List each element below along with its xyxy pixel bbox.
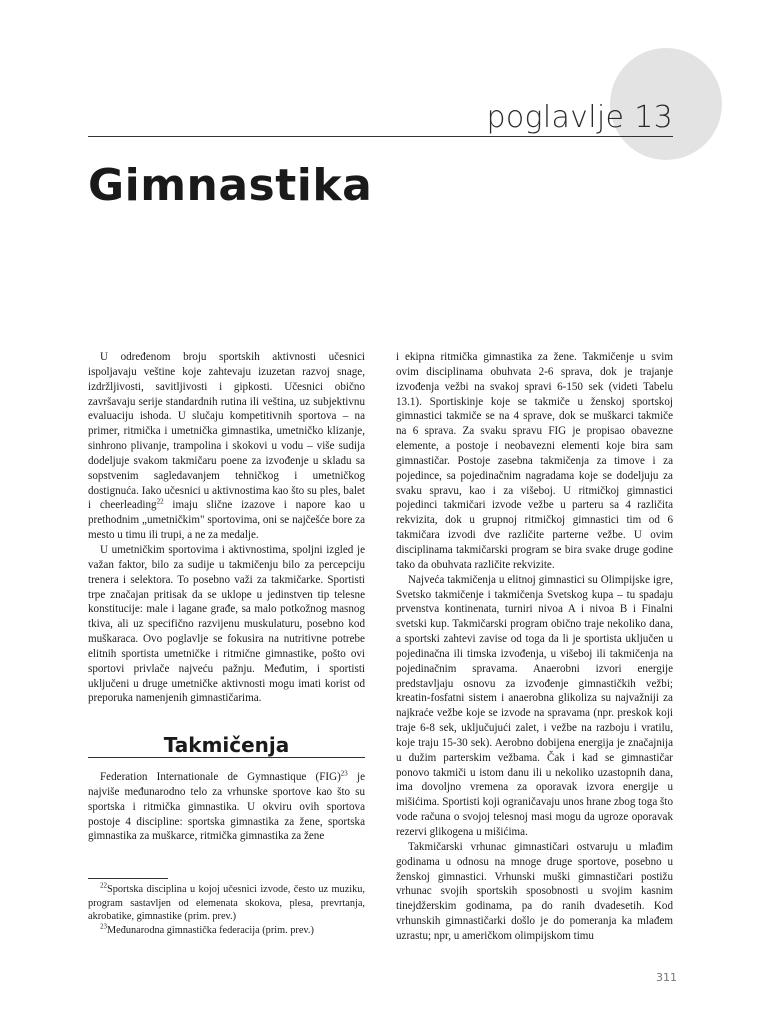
- right-column: [396, 350, 673, 944]
- chapter-title: Gimnastika: [88, 160, 373, 211]
- footnote-rule: [88, 878, 168, 879]
- chapter-word: poglavlje: [486, 100, 625, 135]
- footnote-22: $^{22}$Sportska disciplina u kojoj učesnici izvode, često uz muziku, program sastavljen od elemenata skokova, plesa, prevrtanja, akrobatike, gimnastike (prim. prev.): [88, 881, 365, 923]
- left-paragraph-3: Federation Internationale de Gymnastique (FIG)$^{23}$ je najviše međunarodno telo za vrhunske sportove kao što su sportska i ritmička gimnastika. U okviru ovih sportova postoje 4 discipline: sportska gimnastika za žene, sportska gimnastika za muškarce, ritmička gimnastika za žene: [88, 769, 365, 843]
- section-heading: Takmičenja: [88, 738, 365, 758]
- chapter-label: [487, 100, 673, 135]
- right-paragraph-1: i ekipna ritmička gimnastika za žene. Takmičenje u svim ovim disciplinama obuhvata 2-6 sprava, dok je trajanje izvođenja vežbi na svakoj spravi 6-150 sek (videti Tabelu 13.1). Sportiskinje koje se takmiče u ženskoj sportskoj gimnastici takmiče se na 4 sprave, dok se muškarci takmiče na 6 sprava. Za svaku spravu FIG je propisao obavezne elemente, a postoje i neobavezni elementi koje bira sam gimnastičar. Postoje zasebna takmičenja za timove i za pojedince, sa pojedinačnim nagradama koje se dodeljuju za svaku spravu, kao i za višeboj. U ritmičkoj gimnastici pojedinci takmičari izvode vežbe u parteru sa 4 različita rekvizita, dok u grupnoj ritmičkoj gimnastici tim od 6 takmičara izvodi dve različite parterne vežbe. U ovim disciplinama takmičarski program se bira svake druge godine tako da obuhvata različite rekvizite.: [396, 351, 673, 571]
- footnote-23: $^{23}$Međunarodna gimnastička federacija (prim. prev.): [100, 922, 314, 937]
- chapter-number: 13: [634, 100, 673, 135]
- footnotes: [88, 878, 365, 938]
- right-paragraph-3: Takmičarski vrhunac gimnastičari ostvaruju u mlađim godinama u odnosu na mnoge druge sportove, posebno u ženskoj gimnastici. Vrhunski muški gimnastičari postižu vrhunac svojih sportskih sposobnosti u svojim kasnim tinejdžerskim godinama, pa do ranih dvadesetih. Kod vrhunskih gimnastičarki došlo je do pomeranja ka mlađem uzrastu; npr, u američkom olimpijskom timu: [396, 840, 673, 942]
- left-column: [88, 350, 365, 844]
- page-number: 311: [656, 971, 677, 984]
- footnote-ref-22[interactable]: 22: [156, 497, 164, 506]
- right-paragraph-2: Najveća takmičenja u elitnoj gimnastici su Olimpijske igre, Svetsko takmičenje i takmičenja Svetskog kupa – tu spadaju prvenstva kontinenata, turniri nivoa A i nivoa B i Finalni svetski kup. Takmičarski program obično traje nekoliko dana, a sportski zahtevi zavise od toga da li je sportista uključen u pojedinačna ili timska izvođenja, u višeboj ili takmičenja na pojedinačnim spravama. Anaerobni izvori energije predstavljaju osnovu za izvođenje gimnastičkih vežbi; kreatin-fosfatni sistem i anaerobna glikoliza su najvažniji za najkraće vežbe koje se izvode na spravama (npr. preskok koji traje 6-8 sek, uključujući zalet, i vežbe na razboju i vratilu, koje traju 15-30 sek). Aerobno dobijena energija je značajnija u dužim parterskim vežbama. Čak i kad se gimnastičar ponovo takmiči u istom danu ili u nekoliko uzastopnih dana, ima dovoljno vremena za oporavak izvora energije u mišićima. Sportisti koji ograničavaju unos hrane zbog toga što vode računa o svojoj telesnoj masi mogu da ugroze oporavak rezervi glikogena u mišićima.: [396, 573, 673, 838]
- left-paragraph-1: U određenom broju sportskih aktivnosti učesnici ispoljavaju veštine koje zahtevaju izuzetan razvoj snage, izdržljivosti, savitljivosti i gipkosti. Učesnici obično završavaju serije standardnih rutina ili veština, uz subjektivnu evaluaciju ishoda. U slučaju kompetitivnih sportova – na primer, ritmička i umetnička gimnastika, umetničko klizanje, sinhrono plivanje, trampolina i skokovi u vodu – više sudija dodeljuje svakom takmičaru poene za izvođenje u skladu sa sopstvenim sagledavanjem tehničkog i umetničkog dostignuća. Iako učesnici u aktivnostima kao što su ples, balet i cheerleading$^{22}$ imaju slične izazove i napore kao u prethodnim „umetničkim" sportovima, oni se najčešće bore za mesto u timu ili trupi, a ne za medalje.: [88, 351, 365, 542]
- left-paragraph-2: U umetničkim sportovima i aktivnostima, spoljni izgled je važan faktor, bilo za sudije u takmičenju bilo za percepciju trenera i selektora. To posebno važi za takmičarke. Sportisti trpe značajan pritisak da se uklope u jedinstven tip telesne konstitucije: male i lagane građe, sa malo potkožnog masnog tkiva, ali uz specifično razvijenu muskulaturu, posebno kod muškaraca. Ovo poglavlje se fokusira na nutritivne potrebe elitnih sportista umetničke i ritmične gimnastike, pošto ovi sportovi privlače najveću pažnju. Međutim, i sportisti uključeni u druge umetničke aktivnosti mogu imati korist od preporuka namenjenih gimnastičarima.: [88, 543, 365, 705]
- chapter-header-rule: [88, 136, 673, 137]
- footnote-ref-23[interactable]: 23: [340, 769, 348, 778]
